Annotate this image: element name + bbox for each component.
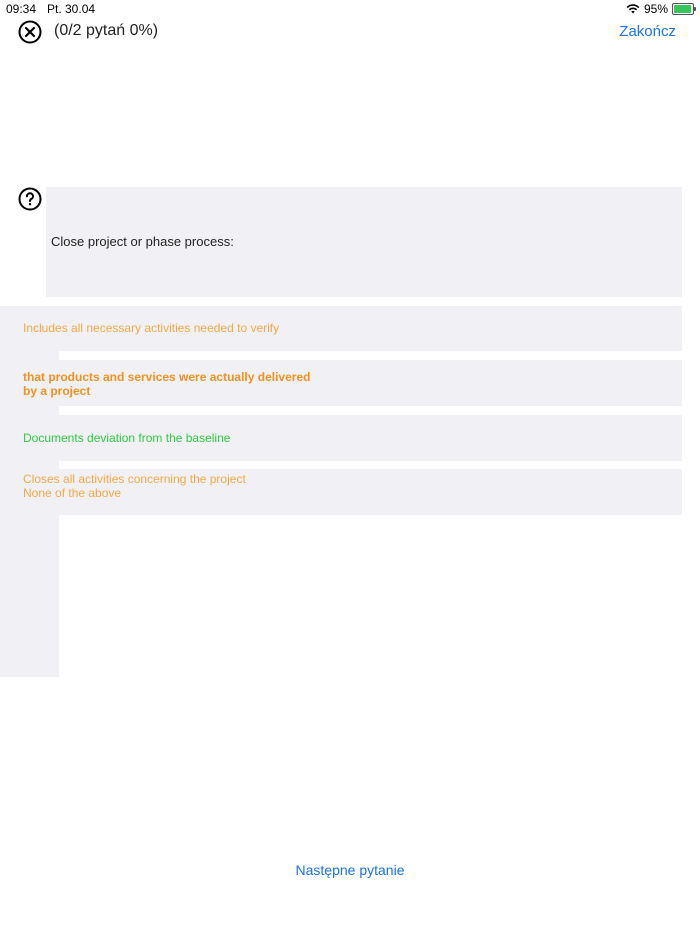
status-bar <box>0 0 700 18</box>
answer-option-2[interactable] <box>0 360 682 406</box>
progress-text: (0/2 pytań 0%) <box>54 22 159 39</box>
answer-text: Includes all necessary activities needed to verify <box>23 321 280 335</box>
answer-text: that products and services were actually delivered by a project <box>23 370 311 398</box>
next-question-button[interactable]: Następne pytanie <box>295 862 405 878</box>
finish-button[interactable]: Zakończ <box>619 23 676 40</box>
answer-option-4[interactable] <box>0 469 682 515</box>
status-date: Pt. 30.04 <box>47 2 96 16</box>
question-box <box>46 187 682 297</box>
circle-x-icon <box>18 20 42 44</box>
battery-icon <box>672 3 694 15</box>
answer-text: Closes all activities concerning the project None of the above <box>23 472 246 500</box>
battery-percent: 95% <box>643 2 668 16</box>
question-text: Close project or phase process: <box>51 234 234 249</box>
status-time: 09:34 <box>6 2 37 16</box>
answer-text: Documents deviation from the baseline <box>23 431 231 445</box>
wifi-icon <box>626 4 640 14</box>
status-indicators <box>626 2 694 16</box>
answer-option-1[interactable] <box>0 306 682 351</box>
close-button[interactable] <box>18 20 42 44</box>
question-circle-icon <box>18 187 42 211</box>
answer-option-3[interactable] <box>0 415 682 461</box>
battery-level <box>674 5 691 13</box>
